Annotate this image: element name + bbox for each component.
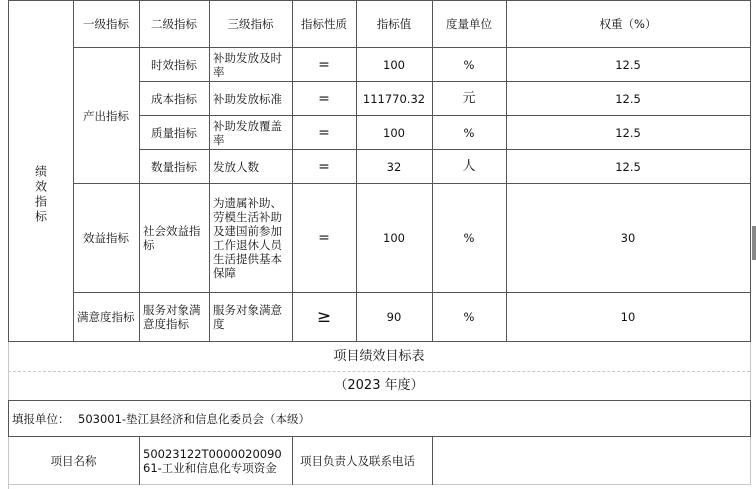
table-row-6-l3: 服务对象满意度 (213, 303, 282, 331)
form-right-border (750, 342, 751, 400)
table-row-3-l2: 质量指标 (151, 125, 197, 140)
table-row-6-unit: % (463, 310, 475, 324)
header-level3: 三级指标 (227, 16, 274, 31)
table-border-right (750, 0, 751, 342)
performance-side-label: 绩效指标 (33, 164, 48, 225)
table-row-1-weight: 12.5 (615, 57, 641, 72)
table-row-5-weight: 30 (620, 231, 636, 245)
header-weight: 权重（%） (599, 16, 657, 31)
contact-label: 项目负责人及联系电话 (300, 453, 415, 468)
group-satisfaction: 满意度指标 (77, 310, 135, 324)
table-row-4-unit: 人 (462, 158, 476, 174)
table-row-4-value: 32 (386, 159, 402, 174)
project-name-label: 项目名称 (50, 453, 97, 468)
table-row-5-value: 100 (383, 231, 405, 245)
header-value: 指标值 (376, 16, 412, 31)
header-level1: 一级指标 (83, 16, 129, 31)
group-output: 产出指标 (83, 108, 129, 123)
header-nature: 指标性质 (301, 16, 347, 31)
table-row-1-l2: 时效指标 (151, 57, 197, 72)
table-row-4-weight: 12.5 (615, 159, 641, 174)
table-row-4-l2: 数量指标 (151, 159, 197, 174)
table-row-1-nature: = (318, 56, 330, 73)
header-level2: 二级指标 (151, 16, 197, 31)
group-benefit: 效益指标 (83, 231, 129, 245)
project-row-bottom-line (8, 484, 750, 485)
header-unit: 度量单位 (446, 16, 492, 31)
table-row-6-l2: 服务对象满意度指标 (143, 303, 201, 331)
table-row-3-weight: 12.5 (615, 125, 641, 140)
table-row-1-l3: 补助发放及时率 (213, 50, 282, 79)
table-row-2-unit: 元 (462, 90, 476, 106)
table-row-4-nature: = (318, 158, 330, 175)
table-row-2-l3: 补助发放标准 (213, 91, 282, 106)
table-row-2-value: 111770.32 (362, 91, 426, 106)
table-row-6-nature: ≥ (316, 307, 332, 327)
table-row-3-value: 100 (383, 125, 405, 140)
table-row-6-weight: 10 (620, 310, 636, 324)
table-row-1-unit: % (463, 57, 475, 72)
table-row-3-l3: 补助发放覆盖率 (213, 118, 282, 147)
table-row-6-value: 90 (386, 310, 402, 324)
table-row-2-weight: 12.5 (615, 91, 641, 106)
table-row-5-nature: = (318, 230, 330, 246)
project-name-value: 50023122T000002009061-工业和信息化专项资金 (143, 446, 282, 475)
unit-label: 填报单位： (12, 411, 70, 426)
project-col-3 (432, 437, 433, 485)
form-year: （2023 年度） (334, 378, 424, 393)
table-row-5-l3: 为遗属补助、劳模生活补助及建国前参加工作退休人员生活提供基本保障 (213, 196, 282, 280)
table-row-3-nature: = (318, 124, 330, 141)
table-row-5-unit: % (463, 231, 475, 245)
table-row-1-value: 100 (383, 57, 405, 72)
unit-row-right-border (750, 400, 751, 437)
form-title: 项目绩效目标表 (333, 348, 425, 364)
table-row-5-l2: 社会效益指标 (143, 224, 201, 252)
project-row-right-border (750, 437, 751, 485)
table-row-4-l3: 发放人数 (213, 159, 259, 174)
table-row-3-unit: % (463, 125, 475, 140)
unit-value: 503001-垫江县经济和信息化委员会（本级） (78, 411, 311, 426)
table-row-2-l2: 成本指标 (151, 91, 197, 106)
scrollbar-thumb[interactable] (752, 226, 756, 260)
table-row-2-nature: = (318, 90, 330, 107)
